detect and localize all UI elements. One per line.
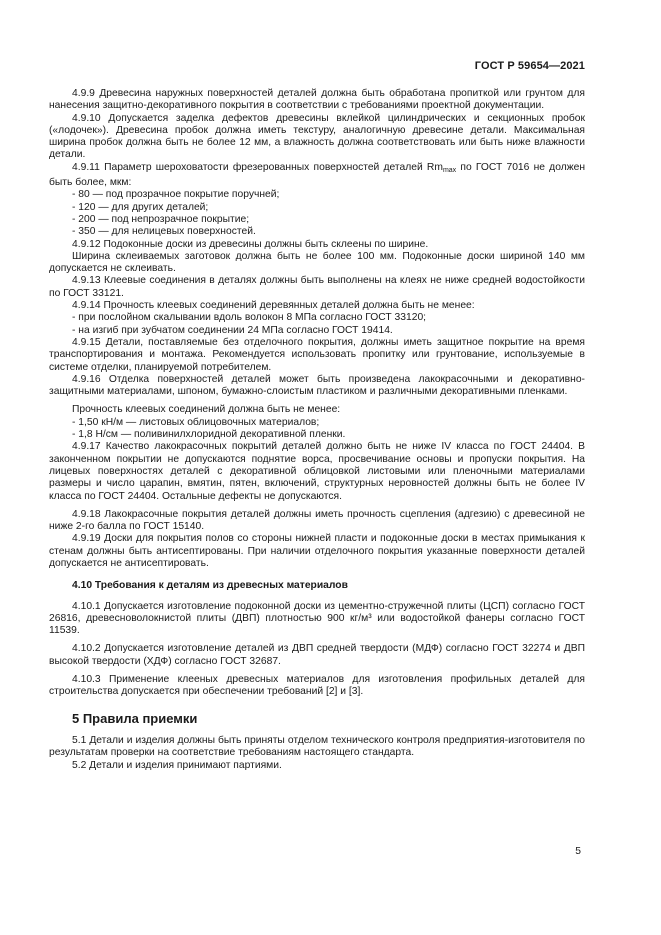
list-item: - 120 — для других деталей; <box>72 201 209 213</box>
list-item: - 200 — под непрозрачное покрытие; <box>72 213 250 225</box>
paragraph-5-1: 5.1 Детали и изделия должны быть приняты отделом технического контроля предприятия-изготовителя по результатам проверки на соответствие требованиям настоящего стандарта. <box>49 734 585 759</box>
paragraph-4-9-10: 4.9.10 Допускается заделка дефектов древесины вклейкой цилиндрических и секционных пробок («лодочек»). Древесина пробок должна иметь текстуру, аналогичную древесине детали. Максимальная ширина пробок должна быть не более 12 мм, а влажность должна соответствовать или быть ниже влажности детали. <box>49 112 585 161</box>
list-item: - 1,50 кН/м — листовых облицовочных материалов; <box>72 416 320 428</box>
paragraph-4-9-15: 4.9.15 Детали, поставляемые без отделочного покрытия, должны иметь защитное покрытие на время транспортирования и монтажа. Рекомендуется использовать пропитку или грунтование, используемые в системе отделки, планируемой потребителем. <box>49 336 585 373</box>
document-body <box>49 88 585 772</box>
paragraph-4-9-11-text-a: 4.9.11 Параметр шероховатости фрезерованных поверхностей деталей Rm <box>72 161 443 173</box>
list-item: - 1,8 Н/см — поливинилхлоридной декоративной пленки. <box>72 429 346 441</box>
paragraph-4-9-16-continuation: Прочность клеевых соединений должна быть не менее: <box>72 404 341 416</box>
section-heading-4-10: 4.10 Требования к деталям из древесных материалов <box>72 580 348 592</box>
page-number: 5 <box>575 846 581 857</box>
list-item: - 350 — для нелицевых поверхностей. <box>72 226 256 238</box>
paragraph-4-9-12: 4.9.12 Подоконные доски из древесины должны быть склеены по ширине. <box>72 238 429 250</box>
section-heading-5: 5 Правила приемки <box>72 710 198 726</box>
paragraph-4-9-9: 4.9.9 Древесина наружных поверхностей деталей должна быть обработана пропиткой или грунтом для нанесения защитно-декоративного покрытия в соответствии с требованиями проектной документации. <box>49 88 585 112</box>
paragraph-5-2: 5.2 Детали и изделия принимают партиями. <box>72 759 282 771</box>
paragraph-4-9-14: 4.9.14 Прочность клеевых соединений деревянных деталей должна быть не менее: <box>72 300 475 312</box>
list-item: - 80 — под прозрачное покрытие поручней; <box>72 189 280 201</box>
paragraph-4-10-1: 4.10.1 Допускается изготовление подоконной доски из цементно-стружечной плиты (ЦСП) согласно ГОСТ 26816, древесноволокнистой плиты (ДВП) плотностью 900 кг/м³ или водостойкой фанеры согласно ГОСТ 11539. <box>49 600 585 637</box>
paragraph-4-9-19: 4.9.19 Доски для покрытия полов со стороны нижней пласти и подоконные доски в местах примыкания к стенам должны быть антисептированы. При наличии отделочного покрытия указанные поверхности деталей допускается не антисептировать. <box>49 533 585 569</box>
paragraph-4-9-17: 4.9.17 Качество лакокрасочных покрытий деталей должно быть не ниже IV класса по ГОСТ 24404. В законченном покрытии не допускаются поднятие ворса, просвечивание основы и пропуски покрытия. На лицевых поверхностях деталей с декоративной облицовкой листовыми или пленочными материалами размеры и число царапин, вмятин, пятен, включений, структурных неровностей должны быть не более IV класса по ГОСТ 24404. Остальные дефекты не допускаются. <box>49 441 585 502</box>
list-item: - при послойном скалывании вдоль волокон 8 МПа согласно ГОСТ 33120; <box>72 312 427 324</box>
paragraph-4-9-11 <box>49 162 585 190</box>
subscript-max: max <box>442 166 457 174</box>
paragraph-4-9-16: 4.9.16 Отделка поверхностей деталей может быть произведена лакокрасочными и декоративно-защитными материалами, шпоном, бумажно-слоистым пластиком и различными декоративными пленками. <box>49 373 585 398</box>
paragraph-4-9-11-text-b: по ГОСТ 7016 не должен быть более, мкм: <box>49 161 586 189</box>
document-header-id: ГОСТ Р 59654—2021 <box>474 60 585 72</box>
paragraph-4-9-13: 4.9.13 Клеевые соединения в деталях должны быть выполнены на клеях не ниже средней водостойкости по ГОСТ 33121. <box>49 275 585 299</box>
list-item: - на изгиб при зубчатом соединении 24 МПа согласно ГОСТ 19414. <box>72 324 393 336</box>
paragraph-4-10-2: 4.10.2 Допускается изготовление деталей из ДВП средней твердости (МДФ) согласно ГОСТ 32274 и ДВП высокой твердости (ХДФ) согласно ГОСТ 32687. <box>49 643 585 667</box>
paragraph-4-10-3: 4.10.3 Применение клееных древесных материалов для изготовления профильных деталей для строительства допускается при обеспечении требований [2] и [3]. <box>49 674 585 698</box>
paragraph-4-9-18: 4.9.18 Лакокрасочные покрытия деталей должны иметь прочность сцепления (адгезию) с древесиной не ниже 2-го балла по ГОСТ 15140. <box>49 508 585 533</box>
paragraph-4-9-12-continuation: Ширина склеиваемых заготовок должна быть не более 100 мм. Подоконные доски шириной 140 мм допускается не склеивать. <box>49 250 585 275</box>
